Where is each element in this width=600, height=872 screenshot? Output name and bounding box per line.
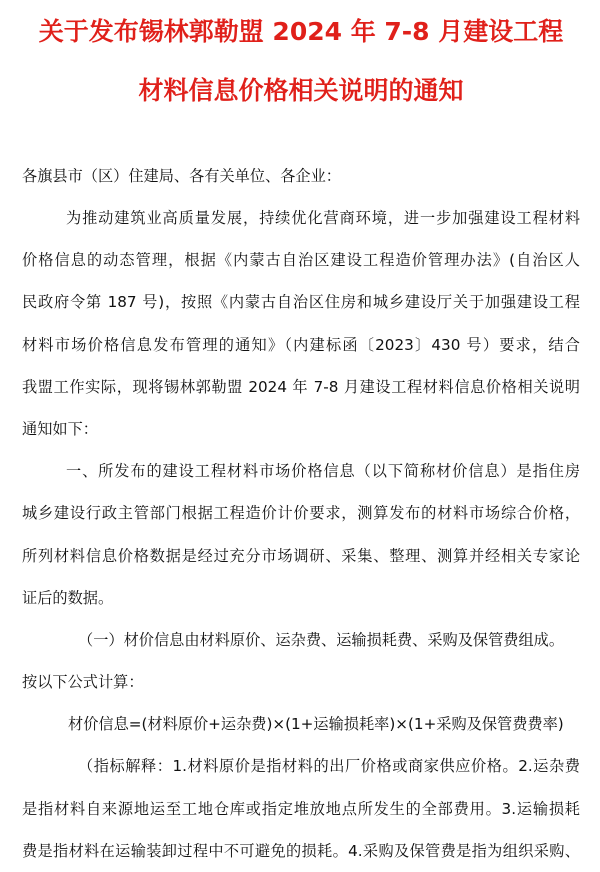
paragraph-intro (22, 197, 580, 450)
text-line: 民政府令第 187 号)，按照《内蒙古自治区住房和城乡建设厅关于加强建设工程 (22, 293, 580, 312)
notice-title-line-2: 材料信息价格相关说明的通知 (138, 76, 464, 105)
formula-line (22, 703, 580, 745)
text-line: 通知如下： (22, 419, 98, 438)
text-line: 费是指材料在运输装卸过程中不可避免的损耗。4.采购及保管费是指为组织采购、 (22, 841, 580, 860)
text-line: （一）材价信息由材料原价、运杂费、运输损耗费、采购及保管费组成。 (78, 630, 564, 649)
salutation: 各旗县市（区）住建局、各有关单位、各企业： (22, 167, 341, 185)
price-formula: 材价信息=(材料原价+运杂费)×(1+运输损耗率)×(1+采购及保管费费率) (68, 715, 564, 734)
text-line: 证后的数据。 (22, 588, 114, 607)
text-line: 是指材料自来源地运至工地仓库或指定堆放地点所发生的全部费用。3.运输损耗 (22, 799, 580, 818)
paragraph-subsection-one (22, 619, 580, 703)
text-line: 一、所发布的建设工程材料市场价格信息（以下简称材价信息）是指住房 (66, 462, 580, 481)
text-line: 材料市场价格信息发布管理的通知》（内建标函〔2023〕430 号）要求，结合 (22, 335, 580, 354)
text-line: 价格信息的动态管理，根据《内蒙古自治区建设工程造价管理办法》(自治区人 (22, 251, 580, 270)
text-line: 所列材料信息价格数据是经过充分市场调研、采集、整理、测算并经相关专家论 (22, 546, 580, 565)
paragraph-indicator-explanation (22, 745, 580, 872)
paragraph-section-one (22, 450, 580, 619)
text-line: 按以下公式计算： (22, 673, 144, 692)
text-line: （指标解释：1.材料原价是指材料的出厂价格或商家供应价格。2.运杂费 (78, 757, 580, 776)
text-line: 城乡建设行政主管部门根据工程造价计价要求，测算发布的材料市场综合价格， (22, 504, 580, 523)
text-line: 为推动建筑业高质量发展，持续优化营商环境，进一步加强建设工程材料 (66, 209, 580, 227)
notice-title-line-1: 关于发布锡林郭勒盟 2024 年 7-8 月建设工程 (38, 17, 564, 46)
text-line: 我盟工作实际，现将锡林郭勒盟 2024 年 7-8 月建设工程材料信息价格相关说明 (22, 377, 580, 396)
